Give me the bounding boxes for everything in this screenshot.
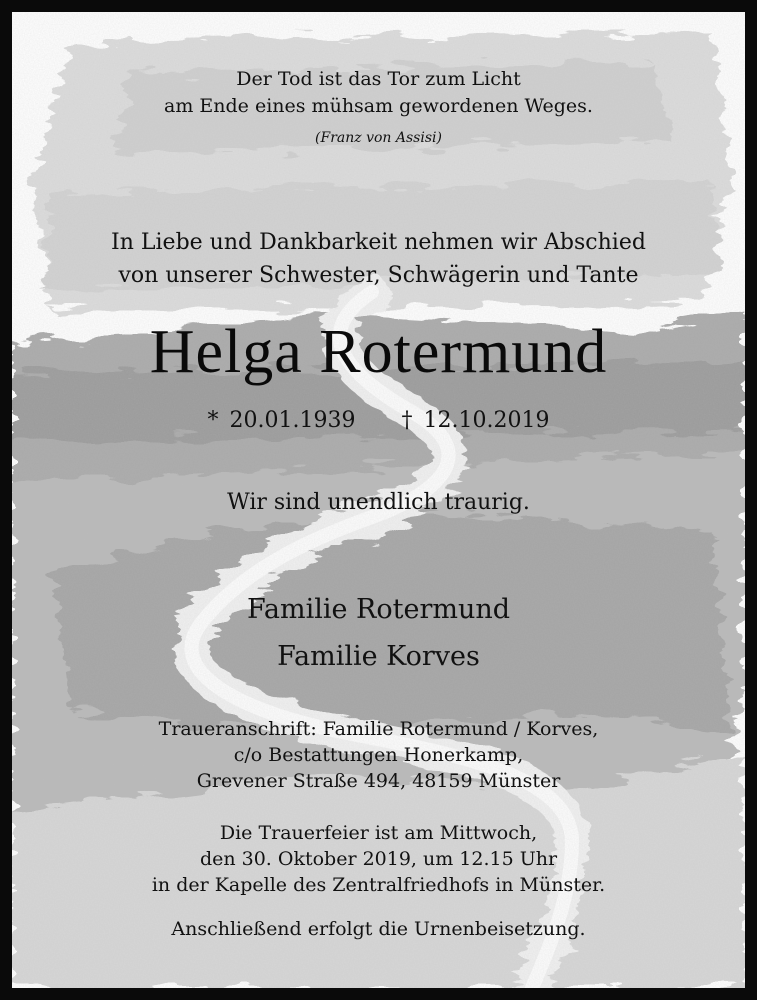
life-dates [12, 408, 745, 433]
quote-line-2: am Ende eines mühsam gewordenen Weges. [164, 95, 593, 117]
address-line-1: Traueranschrift: Familie Rotermund / Korves, [158, 718, 599, 740]
service-line-2: den 30. Oktober 2019, um 12.15 Uhr [199, 848, 558, 870]
urn-burial-text: Anschließend erfolgt die Urnenbeisetzung. [171, 918, 586, 940]
family-name-1: Familie Rotermund [246, 594, 511, 625]
service-line-1: Die Trauerfeier ist am Mittwoch, [219, 822, 538, 844]
address-line-2: c/o Bestattungen Honerkamp, [233, 744, 524, 766]
mourning-text: Wir sind unendlich traurig. [227, 490, 530, 515]
deceased-name: Helga Rotermund [149, 318, 608, 386]
quote-line-1: Der Tod ist das Tor zum Licht [236, 68, 521, 90]
address-line-3: Grevener Straße 494, 48159 Münster [196, 770, 561, 792]
intro-line-2: von unserer Schwester, Schwägerin und Tante [118, 263, 639, 288]
quote-author: (Franz von Assisi) [315, 130, 442, 146]
intro-line-1: In Liebe und Dankbarkeit nehmen wir Abschied [111, 230, 646, 255]
death-date: † 12.10.2019 [401, 408, 550, 433]
birth-date: * 20.01.1939 [207, 408, 356, 433]
service-line-3: in der Kapelle des Zentralfriedhofs in Münster. [151, 874, 606, 896]
family-name-2: Familie Korves [277, 641, 480, 672]
